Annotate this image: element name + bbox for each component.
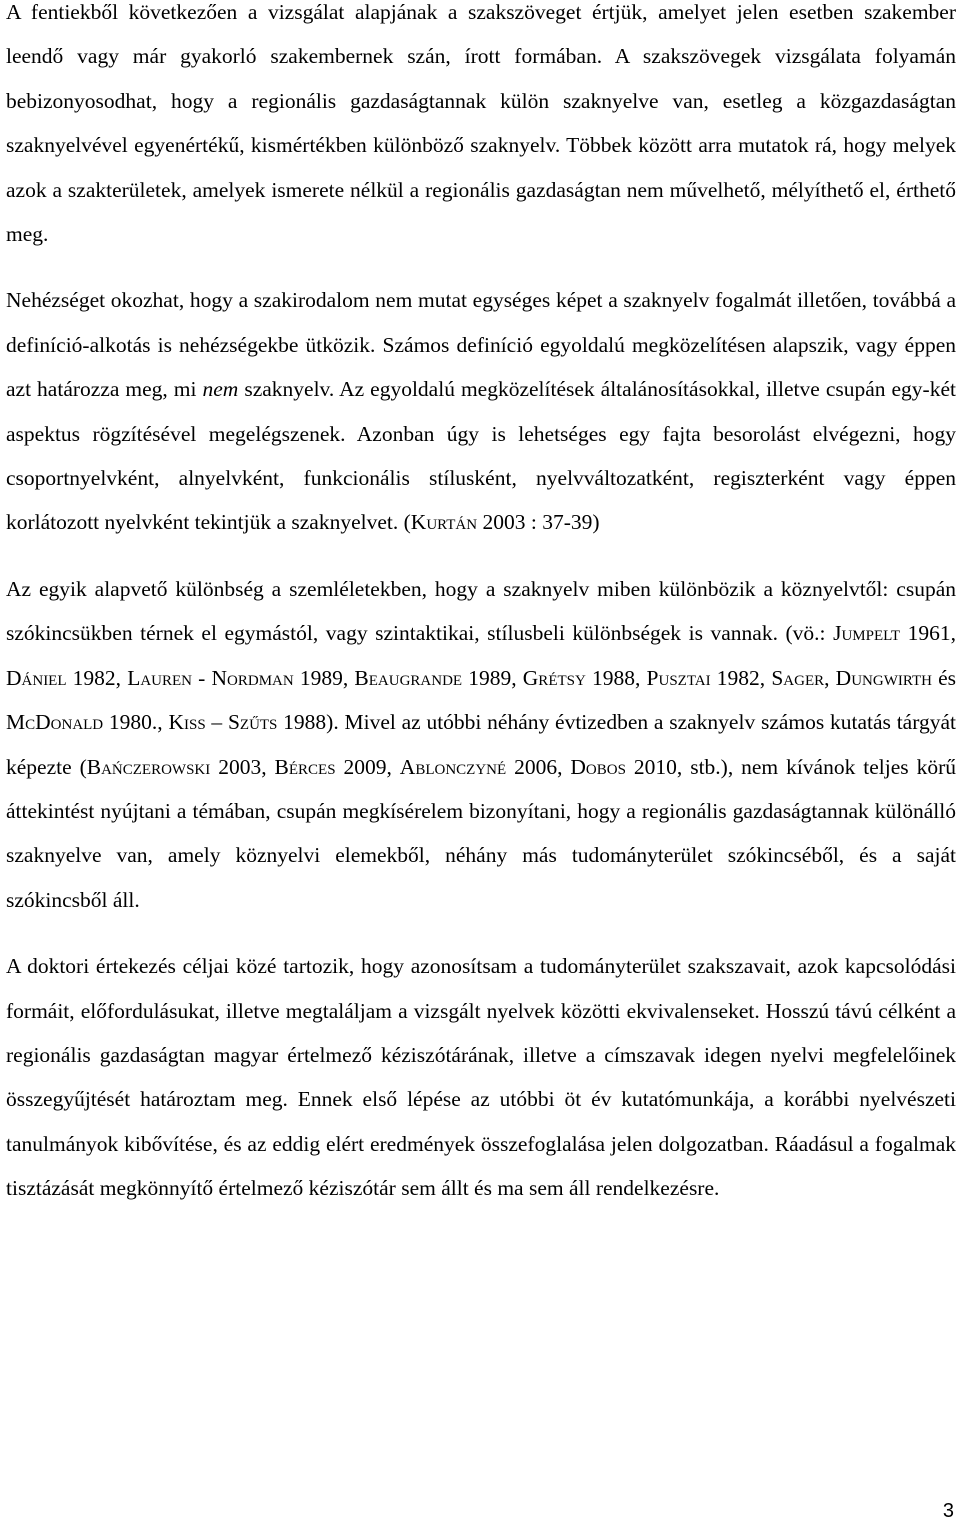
author-name: Dungwirth [835,665,932,690]
author-name: Beaugrande [354,665,463,690]
author-name: Dániel [6,665,67,690]
author-name: Lauren - Nordman [127,665,294,690]
author-name: Kiss – Szűts [168,710,278,735]
text-run: szaknyelv. Az egyoldalú megközelítések általánosításokkal, illetve csupán egy-két aspektus rögzítésével megelégszenek. Azonban úgy is lehetséges egy fajta besorolást elvégezni, hogy csoportnyelvként, alnyelvként, funkcionális stílusként, nyelvváltozatként, regiszterként vagy éppen korlátozott nyelvként tekintjük a szaknyelvet. ( [6,377,956,535]
text-run: 1989, [462,665,523,690]
text-run: , [824,665,836,690]
text-run: Az egyik alapvető különbség a szemléletekben, hogy a szaknyelv miben különbözik a köznyelvtől: csupán szókincsükben térnek el egymástól, vagy szintaktikai, stílusbeli különbségek is vannak. (vö.: [6,576,956,646]
text-run: 1980., [103,710,169,735]
paragraph-1 [6,0,956,256]
author-name: Jumpelt [833,621,901,646]
text-run: Nehézséget okozhat, hogy a szakirodalom nem mutat egységes képet a szaknyelv fogalmát illetően, továbbá a definíció-alkotás is nehézségekbe ütközik. Számos definíció egyoldalú megközelítésen alapszik, vagy éppen azt határozza meg, mi [6,288,956,402]
author-name: Bańczerowski [86,754,211,779]
text-run: A fentiekből következően a vizsgálat alapjának a szakszöveget értjük, amelyet jelen esetben szakember leendő vagy már gyakorló szakembernek szán, írott formában. A szakszövegek vizsgálata folyamán bebizonyosodhat, hogy a regionális gazdaságtannak külön szaknyelve van, esetleg a közgazdaságtan szaknyelvével egyenértékű, kismértékben különböző szaknyelv. Többek között arra mutatok rá, hogy melyek azok a szakterületek, amelyek ismerete nélkül a regionális gazdaságtan nem művelhető, mélyíthető el, érthető meg. [6,0,956,247]
text-run: 2003, [210,754,275,779]
text-run: 2010, stb.), nem kívánok teljes körű áttekintést nyújtani a témában, csupán megkísérelem bizonyítani, hogy a regionális gazdaságtannak különálló szaknyelve van, amely köznyelvi elemekből, néhány más tudományterület szókincséből, és a saját szókincsből áll. [6,754,957,912]
author-name: Sager [771,665,825,690]
text-run: 2003 : 37-39) [477,510,600,535]
text-run: 1989, [293,665,355,690]
paragraph-3 [6,567,956,922]
paragraph-2 [6,278,956,544]
author-name: McDonald [6,710,104,735]
paragraph-4 [6,944,956,1210]
text-run: 2009, [335,754,400,779]
author-name: Dobos [570,754,626,779]
emphasis-text: nem [202,377,239,402]
text-run: A doktori értekezés céljai közé tartozik, hogy azonosítsam a tudományterület szakszavait, azok kapcsolódási formáit, előfordulásukat, illetve megtaláljam a vizsgált nyelvek közötti ekvivalenseket. Hosszú távú célként a regionális gazdaságtan magyar értelmező kéziszótárának, illetve a címszavak idegen nyelvi megfelelőinek összegyűjtését határoztam meg. Ennek első lépése az utóbbi öt év kutatómunkája, a korábbi nyelvészeti tanulmányok kibővítése, és az eddig elért eredmények összefoglalása jelen dolgozatban. Ráadásul a fogalmak tisztázását megkönnyítő értelmező kéziszótár sem állt és ma sem áll rendelkezésre. [6,954,956,1201]
author-name: Bérces [274,754,336,779]
text-run: 1988). Mivel az utóbbi néhány évtizedben a szaknyelv számos kutatás tárgyát képezte ( [6,710,956,779]
text-run: 1988, [585,665,647,690]
text-run: 1982, [66,665,128,690]
text-run: 1961, [900,621,957,646]
text-run: és [931,665,957,690]
document-page [6,0,956,1211]
author-name: Grétsy [522,665,586,690]
text-run: 2006, [506,754,571,779]
author-name: Pusztai [646,665,711,690]
author-name: Kurtán [410,510,478,535]
text-run: 1982, [710,665,772,690]
page-number: 3 [942,1500,954,1522]
author-name: Ablonczyné [399,754,507,779]
